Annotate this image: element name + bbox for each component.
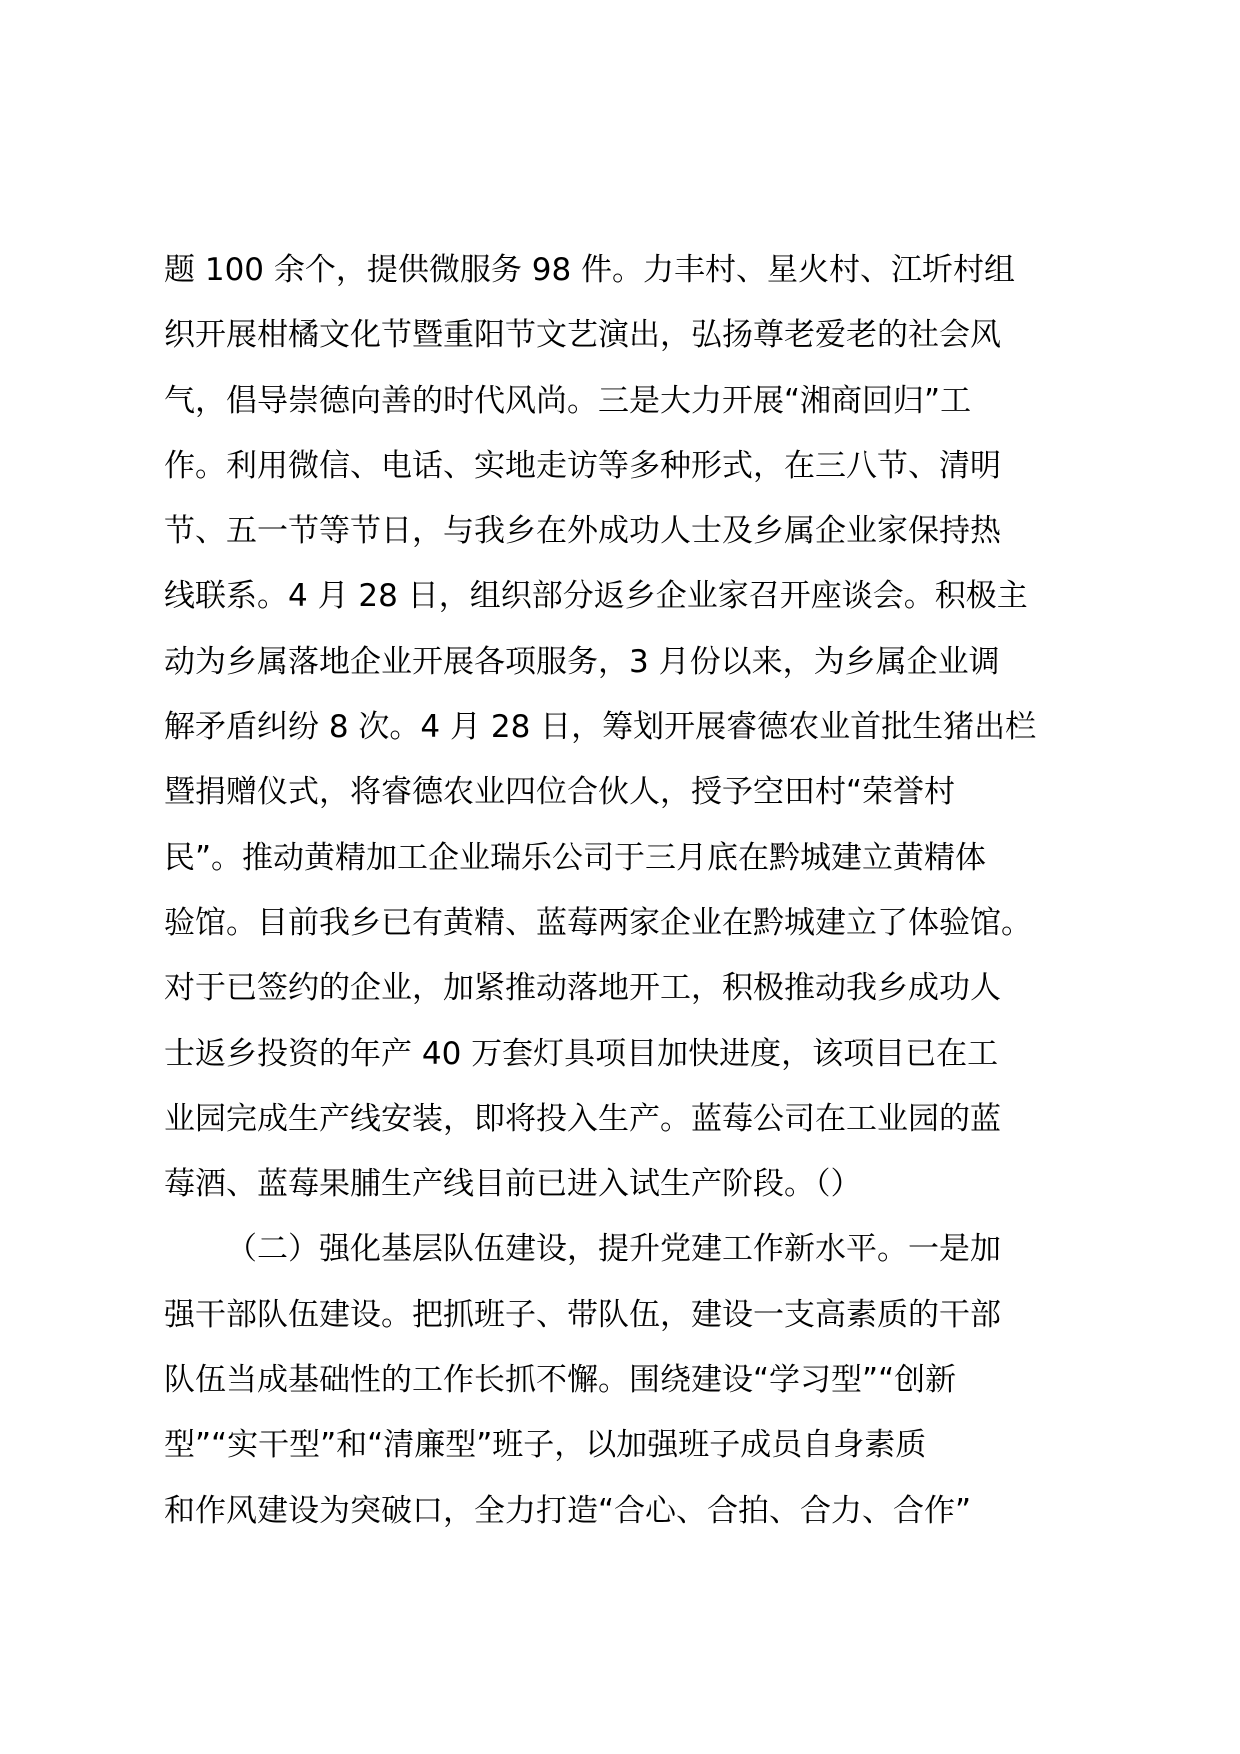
text-line-15: 莓酒、蓝莓果脯生产线目前已进入试生产阶段。（）: [164, 1166, 862, 1203]
text-line-10: 民”。推动黄精加工企业瑞乐公司于三月底在黔城建立黄精体: [164, 839, 987, 876]
text-line-14: 业园完成生产线安装，即将投入生产。蓝莓公司在工业园的蓝: [164, 1100, 1001, 1137]
text-line-3: 气，倡导崇德向善的时代风尚。三是大力开展“湘商回归”工: [164, 382, 972, 419]
text-line-20: 和作风建设为突破口，全力打造“合心、合拍、合力、合作”: [164, 1492, 972, 1529]
text-line-7: 动为乡属落地企业开展各项服务，3 月份以来，为乡属企业调: [164, 643, 1000, 680]
section-heading-line: （二）强化基层队伍建设，提升党建工作新水平。一是加: [226, 1231, 1001, 1268]
text-line-11: 验馆。目前我乡已有黄精、蓝莓两家企业在黔城建立了体验馆。: [164, 904, 1032, 941]
text-line-6: 线联系。4 月 28 日，组织部分返乡企业家召开座谈会。积极主: [164, 578, 1028, 615]
text-line-19: 型”“实干型”和“清廉型”班子，以加强班子成员自身素质: [164, 1427, 927, 1464]
text-line-2: 织开展柑橘文化节暨重阳节文艺演出，弘扬尊老爱老的社会风: [164, 317, 1001, 354]
text-line-9: 暨捐赠仪式，将睿德农业四位合伙人，授予空田村“荣誉村: [164, 774, 956, 811]
body-text: [164, 238, 1104, 1544]
text-line-12: 对于已签约的企业，加紧推动落地开工，积极推动我乡成功人: [164, 970, 1001, 1007]
text-line-8: 解矛盾纠纷 8 次。4 月 28 日，筹划开展睿德农业首批生猪出栏: [164, 709, 1037, 746]
text-line-5: 节、五一节等节日，与我乡在外成功人士及乡属企业家保持热: [164, 513, 1001, 550]
text-line-17: 强干部队伍建设。把抓班子、带队伍，建设一支高素质的干部: [164, 1296, 1001, 1333]
text-line-4: 作。利用微信、电话、实地走访等多种形式，在三八节、清明: [164, 447, 1001, 484]
text-line-1: 题 100 余个，提供微服务 98 件。力丰村、星火村、江圻村组: [164, 252, 1016, 288]
text-line-13: 士返乡投资的年产 40 万套灯具项目加快进度，该项目已在工: [164, 1035, 999, 1072]
text-line-18: 队伍当成基础性的工作长抓不懈。围绕建设“学习型”“创新: [164, 1362, 957, 1399]
